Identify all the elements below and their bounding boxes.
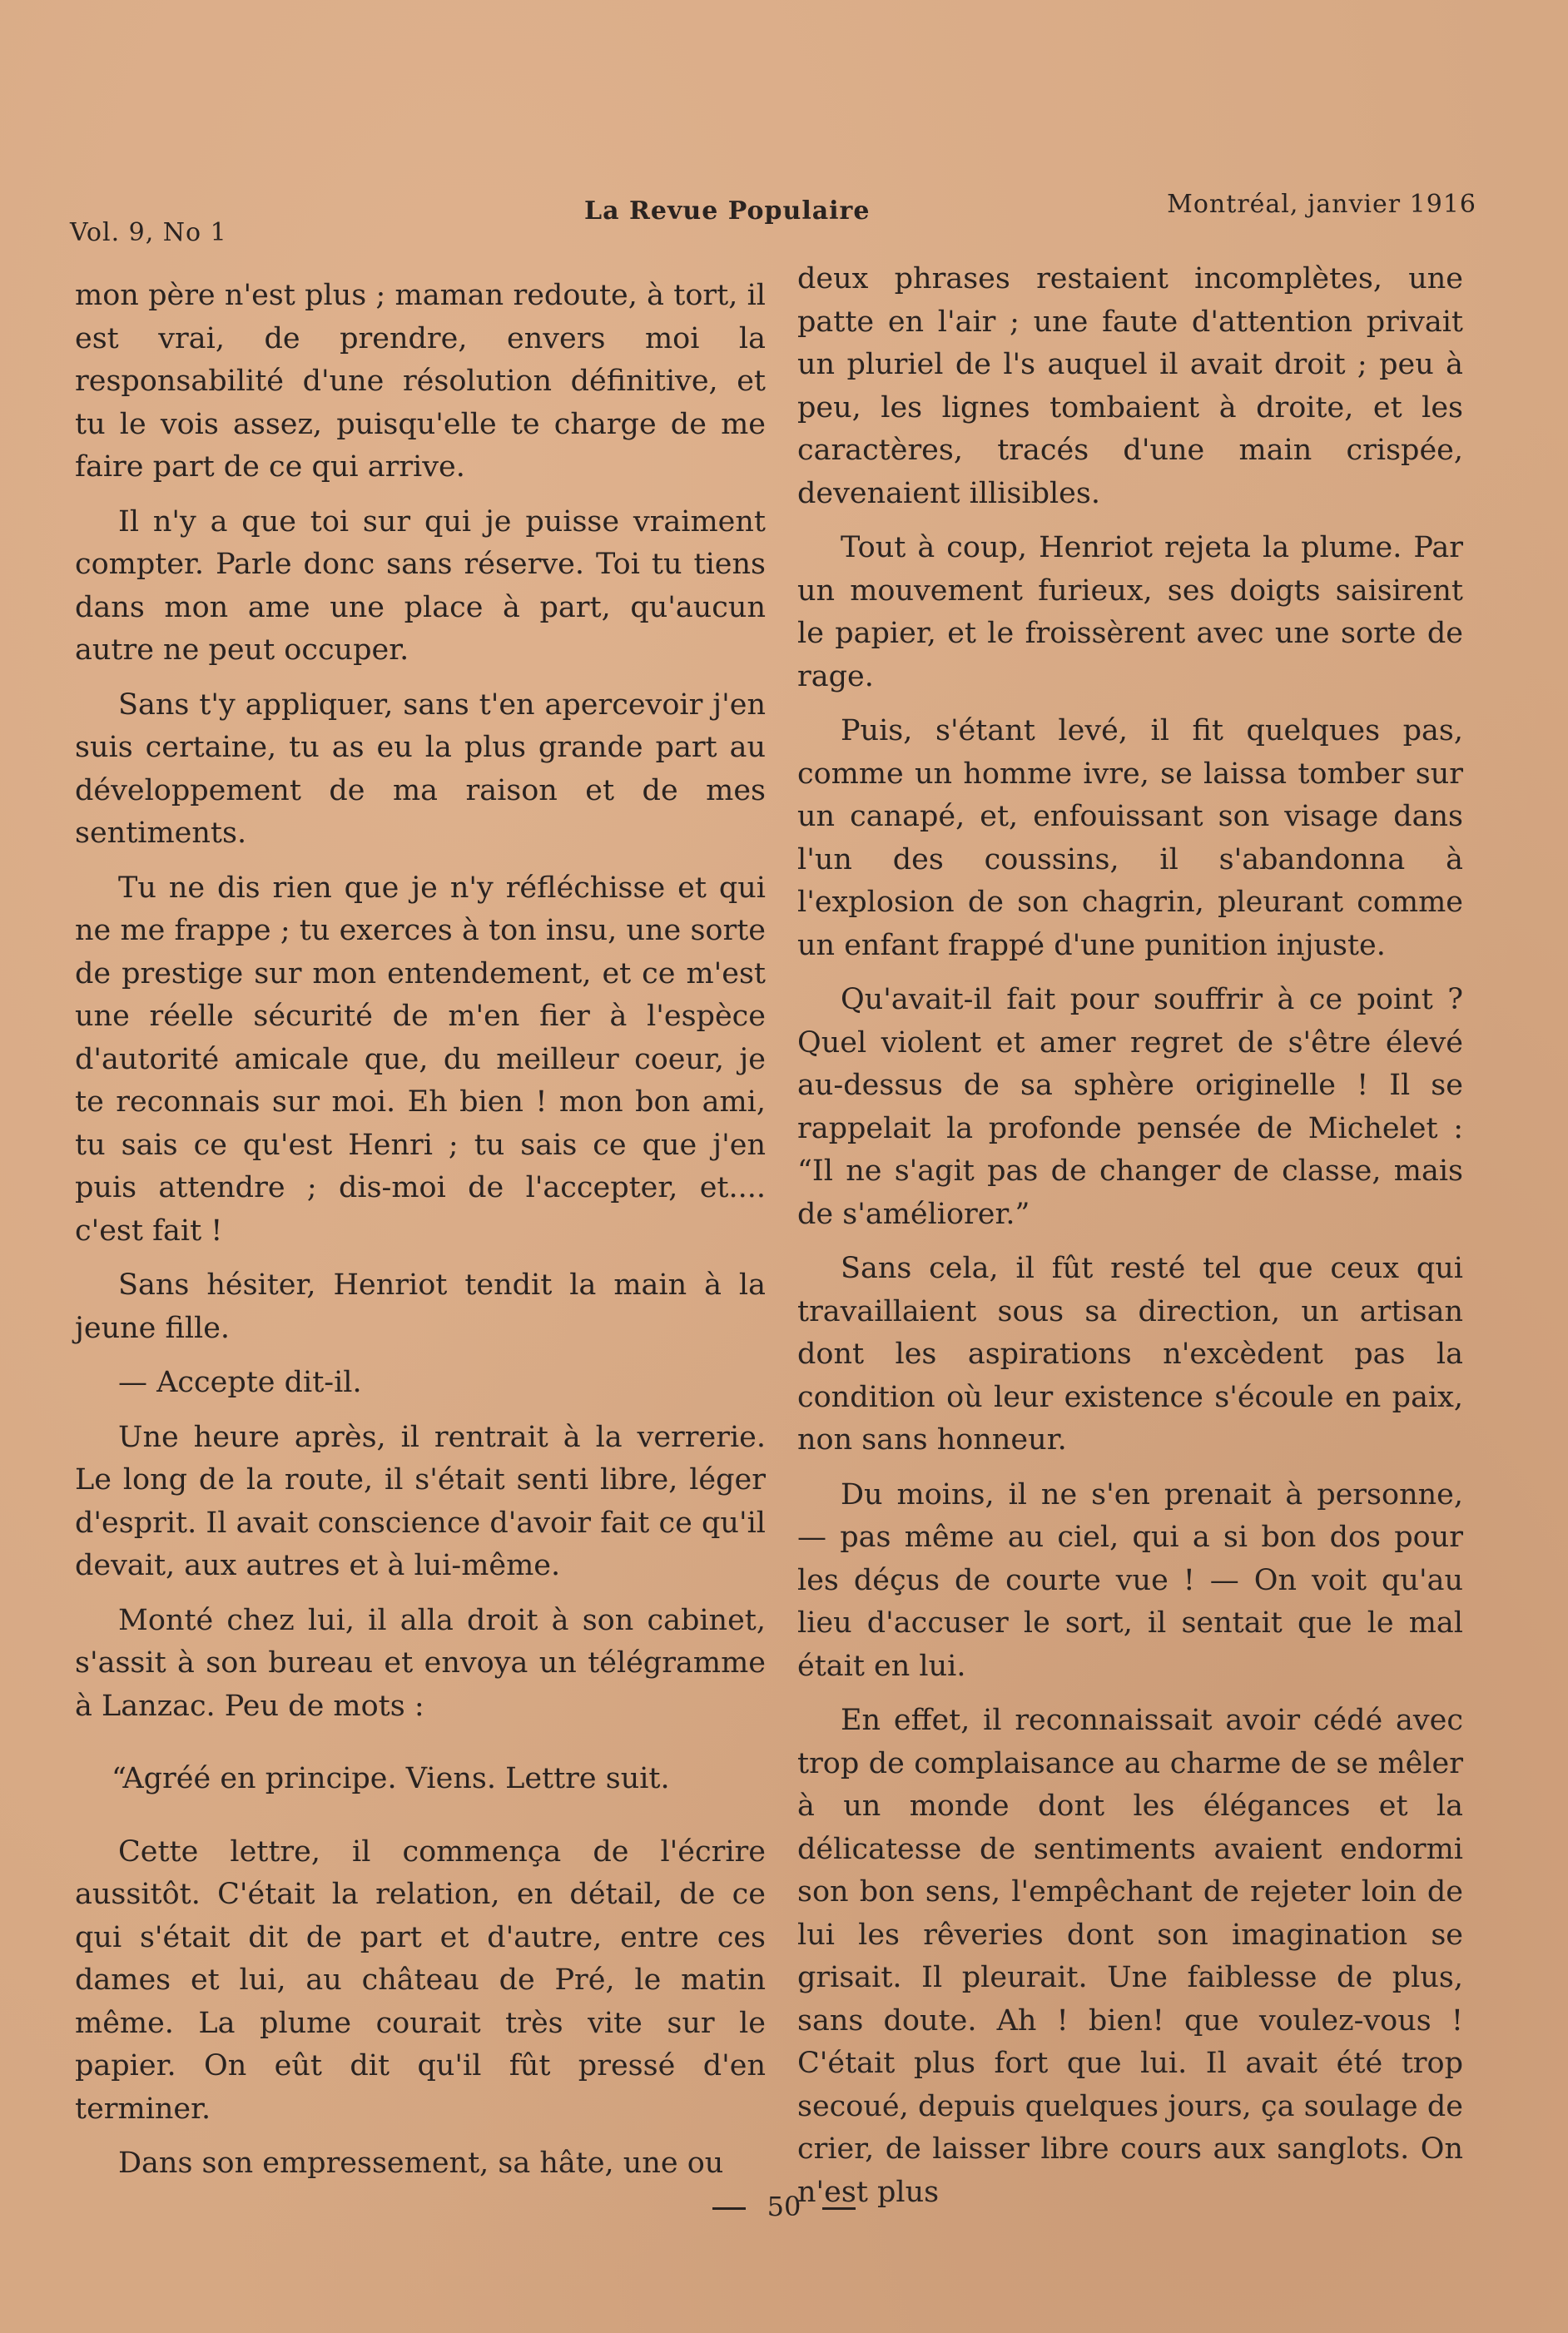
paragraph: Puis, s'étant levé, il fit quelques pas, comme un homme ivre, se laissa tomber sur un canapé, et, enfouissant son visage dans l'un des coussins, il s'abandonna à l'explosion de son chagrin, pleurant comme un enfant frappé d'une punition injuste. — [797, 714, 1463, 962]
publication-title: La Revue Populaire — [584, 196, 871, 226]
paragraph: Dans son empressement, sa hâte, une ou — [118, 2147, 724, 2180]
paragraph: Sans cela, il fût resté tel que ceux qui travaillaient sous sa direction, un artisan dont les aspirations n'excèdent pas la condition où leur existence s'écoule en paix, non sans honneur. — [797, 1252, 1463, 1457]
paragraph: Il n'y a que toi sur qui je puisse vraiment compter. Parle donc sans réserve. Toi tu tiens dans mon ame une place à part, qu'aucun autre ne peut occuper. — [75, 504, 766, 667]
page-footer — [0, 2191, 1568, 2222]
paragraph: deux phrases restaient incomplètes, une patte en l'air ; une faute d'attention privait un pluriel de l's auquel il avait droit ; peu à peu, les lignes tombaient à droite, et les caractères, tracés d'une main crispée, devenaient illisibles. — [797, 262, 1463, 510]
paragraph: Sans hésiter, Henriot tendit la main à la jeune fille. — [75, 1268, 766, 1345]
dash-left — [712, 2207, 746, 2210]
paragraph: Cette lettre, il commença de l'écrire aussitôt. C'était la relation, en détail, de ce qui s'était dit de part et d'autre, entre ces dames et lui, au château de Pré, le matin même. La plume courait très vite sur le papier. On eût dit qu'il fût pressé d'en terminer. — [75, 1834, 766, 2126]
paragraph: mon père n'est plus ; maman redoute, à tort, il est vrai, de prendre, envers moi la responsabilité d'une résolution définitive, et tu le vois assez, puisqu'elle te charge de me faire part de ce qui arrive. — [75, 279, 766, 484]
dash-right — [822, 2207, 856, 2210]
paragraph: Sans t'y appliquer, sans t'en apercevoir j'en suis certaine, tu as eu la plus grande part au développement de ma raison et de mes sentiments. — [75, 687, 766, 850]
page-number: 50 — [767, 2191, 801, 2222]
right-column — [797, 258, 1463, 2226]
paragraph: Une heure après, il rentrait à la verrerie. Le long de la route, il s'était senti libre, léger d'esprit. Il avait conscience d'avoir fait ce qu'il devait, aux autres et à lui-même. — [75, 1420, 766, 1582]
paragraph: Tout à coup, Henriot rejeta la plume. Par un mouvement furieux, ses doigts saisirent le papier, et le froissèrent avec une sorte de rage. — [797, 531, 1463, 693]
left-column — [75, 275, 766, 2197]
volume-number: Vol. 9, No 1 — [70, 218, 227, 247]
paragraph: Du moins, il ne s'en prenait à personne, — pas même au ciel, qui a si bon dos pour les déçus de courte vue ! — On voit qu'au lieu d'accuser le sort, il sentait que le mal était en lui. — [797, 1477, 1463, 1683]
paragraph: Qu'avait-il fait pour souffrir à ce point ? Quel violent et amer regret de s'être élevé au-dessus de sa sphère originelle ! Il se rappelait la profonde pensée de Michelet : “Il ne s'agit pas de changer de classe, mais de s'améliorer.” — [797, 983, 1463, 1231]
paragraph: Monté chez lui, il alla droit à son cabinet, s'assit à son bureau et envoya un télégramme à Lanzac. Peu de mots : — [75, 1603, 766, 1723]
telegram-text: “Agréé en principe. Viens. Lettre suit. — [112, 1762, 670, 1795]
page-header — [70, 190, 1476, 247]
paragraph: En effet, il reconnaissait avoir cédé avec trop de complaisance au charme de se mêler à un monde dont les élégances et la délicatesse de sentiments avaient endormi son bon sens, l'empêchant de rejeter loin de lui les rêveries dont son imagination se grisait. Il pleurait. Une faiblesse de plus, sans doute. Ah ! bien! que voulez-vous ! C'était plus fort que lui. Il avait été trop secoué, depuis quelques jours, ça soulage de crier, de laisser libre cours aux sanglots. On n'est plus — [797, 1704, 1463, 2209]
paragraph: Tu ne dis rien que je n'y réfléchisse et qui ne me frappe ; tu exerces à ton insu, une sorte de prestige sur mon entendement, et ce m'est une réelle sécurité de m'en fier à l'espèce d'autorité amicale que, du meilleur coeur, je te reconnais sur moi. Eh bien ! mon bon ami, tu sais ce qu'est Henri ; tu sais ce que j'en puis attendre ; dis-moi de l'accepter, et.... c'est fait ! — [75, 871, 766, 1248]
place-date: Montréal, janvier 1916 — [1167, 190, 1476, 219]
paragraph: — Accepte dit-il. — [118, 1366, 362, 1399]
